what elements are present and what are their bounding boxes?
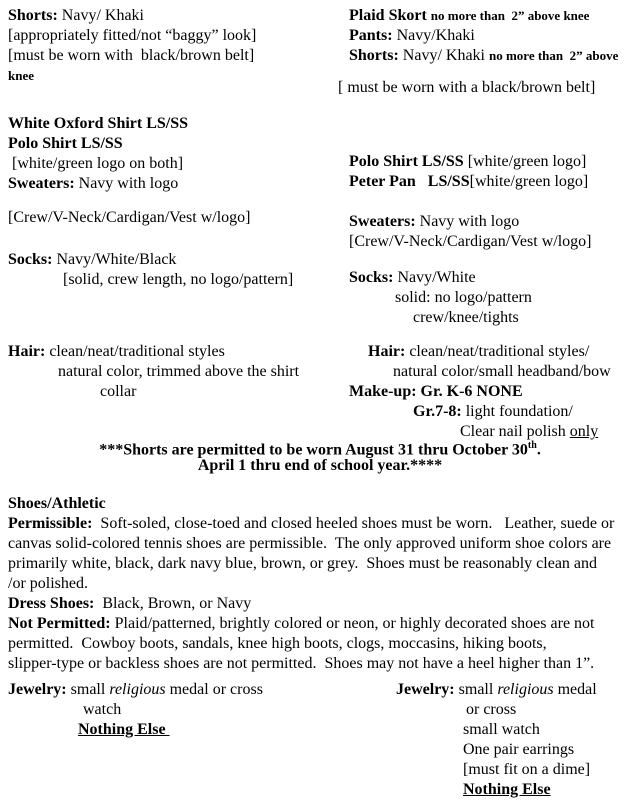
left-knee-note-text: knee	[8, 68, 34, 83]
left-jewelry-line3	[8, 720, 263, 740]
right-sweaters-label: Sweaters:	[349, 213, 416, 230]
left-shirts-section	[8, 114, 188, 194]
shoes-permissible-line2	[8, 534, 636, 554]
shoes-notpermitted-line1	[8, 614, 636, 634]
left-belt-note-text: [must be worn with black/brown belt]	[8, 47, 255, 64]
right-makeup-nail-underlined: only	[569, 423, 599, 440]
right-sweater-styles-text: [Crew/V-Neck/Cardigan/Vest w/logo]	[349, 233, 592, 250]
shoes-permissible-line3-text: primarily white, black, dark navy blue, brown, or grey. Shoes must be reasonably clean and	[8, 555, 598, 572]
right-sweaters-value: Navy with logo	[415, 213, 520, 230]
right-makeup-gr78-value: light foundation/	[461, 403, 573, 420]
right-socks-section	[349, 268, 532, 328]
right-socks-line	[349, 268, 532, 288]
left-socks-section	[8, 250, 293, 290]
right-socks-detail1-text: solid: no logo/pattern	[395, 289, 532, 306]
right-makeup-nail-pre: Clear nail polish	[460, 423, 570, 440]
right-peterpan-line	[349, 172, 588, 192]
left-hair-section	[8, 342, 299, 402]
right-sweaters-line	[349, 212, 591, 232]
shoes-notpermitted-line3	[8, 654, 636, 674]
right-pants-value: Navy/Khaki	[392, 27, 475, 44]
right-socks-detail2-text: crew/knee/tights	[413, 309, 519, 326]
right-makeup-gr78-line	[349, 402, 611, 422]
right-jewelry-line5	[396, 760, 597, 780]
right-makeup-gr78-label: Gr.7-8:	[413, 403, 462, 420]
left-hair-line2	[8, 362, 299, 382]
right-socks-value: Navy/White	[393, 269, 476, 286]
left-hair-value: clean/neat/traditional styles	[45, 343, 225, 360]
right-jewelry-line6	[396, 780, 597, 800]
left-hair-line	[8, 342, 299, 362]
left-sweaters-value: Navy with logo	[74, 175, 179, 192]
left-jewelry-line2	[8, 700, 263, 720]
right-hair-label: Hair:	[368, 343, 406, 360]
left-polo-text: Polo Shirt LS/SS	[8, 135, 123, 152]
right-shorts-line	[349, 46, 618, 66]
left-socks-line	[8, 250, 293, 270]
left-jewelry-post: medal or cross	[165, 681, 263, 698]
right-jewelry-post: medal	[553, 681, 597, 698]
right-shorts-label: Shorts:	[349, 47, 399, 64]
left-shorts-value: Navy/ Khaki	[57, 7, 144, 24]
right-jewelry-line5-text: [must fit on a dime]	[463, 761, 591, 778]
shoes-permissible-line1	[8, 514, 636, 534]
left-hair-line3-text: collar	[100, 383, 137, 400]
right-jewelry-line3-text: small watch	[463, 721, 540, 738]
shorts-notice-line2-text: April 1 thru end of school year.****	[197, 457, 443, 474]
left-sweater-styles-text: [Crew/V-Neck/Cardigan/Vest w/logo]	[8, 209, 251, 226]
right-shorts-value: Navy/ Khaki	[398, 47, 489, 64]
right-jewelry-line1	[396, 680, 597, 700]
left-sweaters-line	[8, 174, 188, 194]
right-shirts-section	[349, 152, 588, 192]
left-jewelry-section	[8, 680, 263, 740]
right-jewelry-line2	[396, 700, 597, 720]
shoes-notpermitted-line2	[8, 634, 636, 654]
shoes-permissible-line2-text: canvas solid-colored tennis shoes are permissible. The only approved uniform shoe colors are	[8, 535, 612, 552]
left-jewelry-nothing-else: Nothing Else	[78, 721, 170, 738]
left-jewelry-label: Jewelry:	[8, 681, 67, 698]
shoes-section	[8, 494, 636, 674]
shoes-notpermitted-line1-text: Plaid/patterned, brightly colored or neon, or highly decorated shoes are not	[110, 615, 595, 632]
left-shorts-label: Shorts:	[8, 7, 58, 24]
shoes-dress-value: Black, Brown, or Navy	[94, 595, 252, 612]
right-makeup-line1	[349, 382, 611, 402]
right-makeup-line1-text: Make-up: Gr. K-6 NONE	[349, 383, 523, 400]
right-pants-line	[349, 26, 618, 46]
right-socks-label: Socks:	[349, 269, 394, 286]
left-fit-note	[8, 26, 256, 46]
left-socks-detail-text: [solid, crew length, no logo/pattern]	[63, 271, 294, 288]
right-hair-line	[349, 342, 611, 362]
left-shorts-line	[8, 6, 256, 26]
right-pants-label: Pants:	[349, 27, 393, 44]
shorts-notice-line1-post: .	[536, 441, 541, 459]
shoes-permissible-line1-text: Soft-soled, close-toed and closed heeled shoes must be worn. Leather, suede or	[92, 515, 615, 532]
shorts-notice	[0, 436, 640, 476]
left-socks-value: Navy/White/Black	[52, 251, 177, 268]
left-sweaters-label: Sweaters:	[8, 175, 75, 192]
right-socks-detail1	[349, 288, 532, 308]
left-oxford-line	[8, 114, 188, 134]
left-belt-note	[8, 46, 256, 66]
right-hair-makeup-section	[349, 342, 611, 442]
right-peterpan-label: Peter Pan LS/SS	[349, 173, 470, 190]
left-hair-label: Hair:	[8, 343, 46, 360]
right-jewelry-line3	[396, 720, 597, 740]
right-skort-label: Plaid Skort	[349, 7, 431, 24]
right-polo-label: Polo Shirt LS/SS	[349, 153, 464, 170]
right-jewelry-label: Jewelry:	[396, 681, 455, 698]
left-polo-line	[8, 134, 188, 154]
left-jewelry-pre: small	[66, 681, 110, 698]
left-jewelry-emphasis: religious	[109, 681, 166, 698]
shorts-notice-line1	[0, 436, 640, 459]
right-shorts-note: no more than 2” above	[488, 48, 619, 63]
right-jewelry-nothing-else: Nothing Else	[463, 781, 551, 798]
right-jewelry-section	[396, 680, 597, 800]
shoes-notpermitted-line3-text: slipper-type or backless shoes are not permitted. Shoes may not have a heel higher than 1”.	[8, 655, 595, 672]
shoes-dress-line	[8, 594, 636, 614]
left-jewelry-line1	[8, 680, 263, 700]
right-sweaters-section	[349, 212, 591, 252]
right-jewelry-emphasis: religious	[497, 681, 554, 698]
right-sweater-styles-line	[349, 232, 591, 252]
left-hair-line3	[8, 382, 299, 402]
right-hair-value: clean/neat/traditional styles/	[405, 343, 590, 360]
left-hair-line2-text: natural color, trimmed above the shirt	[58, 363, 300, 380]
shorts-notice-line1-pre: ***Shorts are permitted to be worn August 31 thru October 30	[99, 441, 528, 459]
right-skort-line	[349, 6, 618, 26]
left-sweater-styles-line	[8, 208, 250, 228]
shoes-permissible-label: Permissible:	[8, 515, 93, 532]
right-jewelry-pre: small	[454, 681, 498, 698]
shoes-permissible-line4	[8, 574, 636, 594]
left-oxford-text: White Oxford Shirt LS/SS	[8, 115, 189, 132]
left-socks-detail	[8, 270, 293, 290]
shoes-notpermitted-line2-text: permitted. Cowboy boots, sandals, knee high boots, clogs, moccasins, hiking boots,	[8, 635, 547, 652]
right-socks-detail2	[349, 308, 532, 328]
shoes-permissible-line3	[8, 554, 636, 574]
right-bottoms-section	[349, 6, 618, 66]
right-belt-note-block	[338, 78, 595, 98]
left-fit-note-text: [appropriately fitted/not “baggy” look]	[8, 27, 257, 44]
right-skort-note: no more than 2” above knee	[430, 8, 590, 23]
shorts-notice-line1-sup: th	[527, 440, 537, 451]
left-bottoms-section	[8, 6, 256, 86]
shoes-notpermitted-label: Not Permitted:	[8, 615, 111, 632]
right-hair-line2-text: natural color/small headband/bow	[393, 363, 611, 380]
shoes-heading	[8, 494, 636, 514]
shoes-dress-label: Dress Shoes:	[8, 595, 95, 612]
right-jewelry-line4	[396, 740, 597, 760]
shoes-heading-text: Shoes/Athletic	[8, 495, 106, 512]
right-jewelry-line2-text: or cross	[466, 701, 517, 718]
shoes-permissible-line4-text: /or polished.	[8, 575, 88, 592]
left-jewelry-line2-text: watch	[83, 701, 122, 718]
right-belt-note-text: [ must be worn with a black/brown belt]	[338, 79, 596, 96]
shorts-notice-line2	[0, 456, 640, 476]
right-hair-line2	[349, 362, 611, 382]
left-logo-note	[8, 154, 188, 174]
left-logo-note-text: [white/green logo on both]	[8, 155, 184, 172]
right-polo-note: [white/green logo]	[463, 153, 587, 170]
left-knee-note	[8, 66, 256, 86]
right-peterpan-note: [white/green logo]	[469, 173, 589, 190]
right-jewelry-line4-text: One pair earrings	[463, 741, 575, 758]
left-sweater-styles-note	[8, 208, 250, 228]
left-socks-label: Socks:	[8, 251, 53, 268]
right-polo-line	[349, 152, 588, 172]
right-belt-note	[338, 78, 595, 98]
